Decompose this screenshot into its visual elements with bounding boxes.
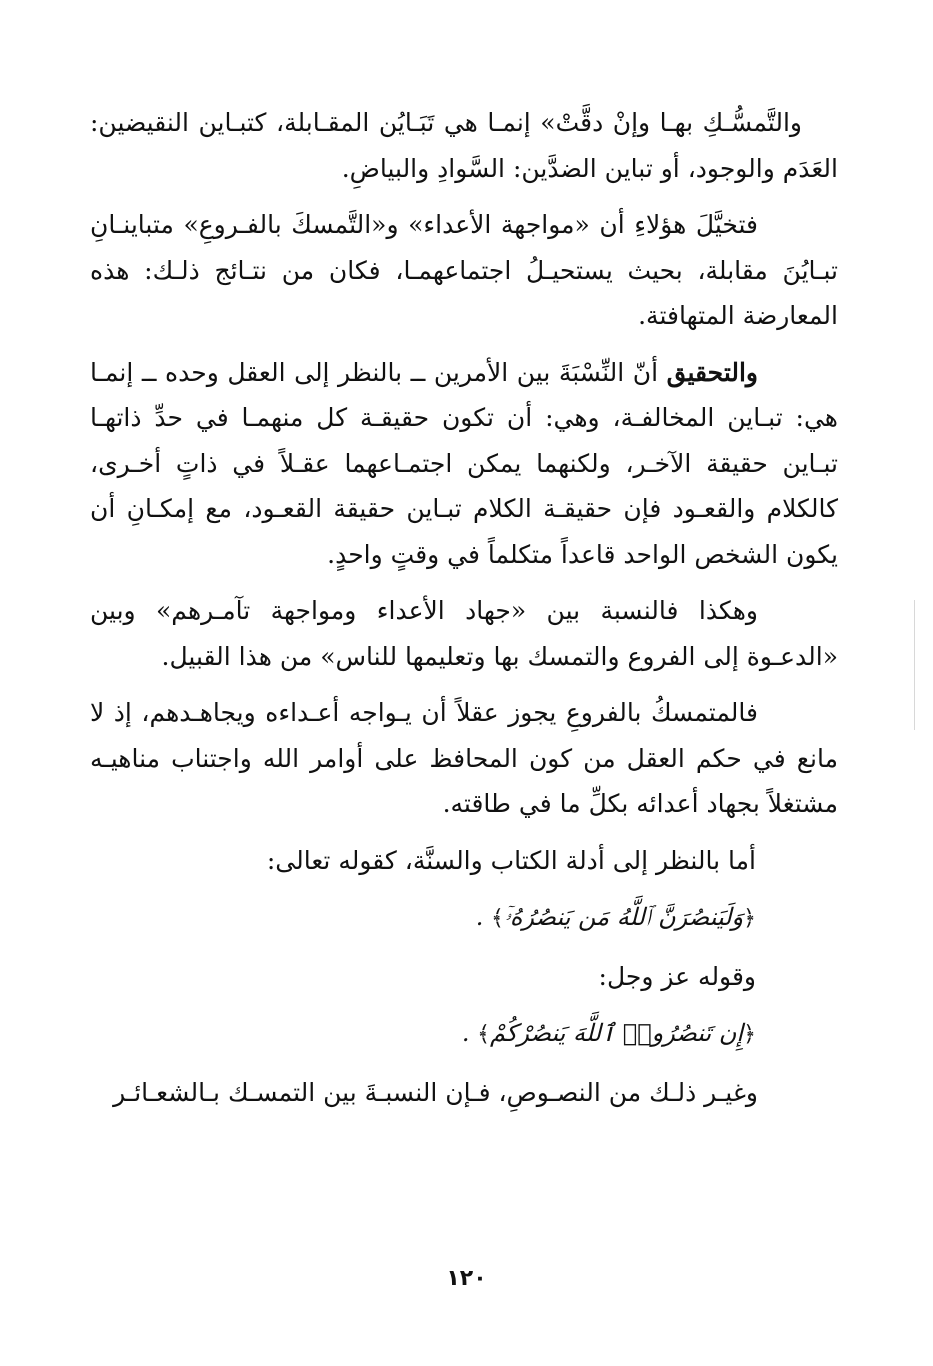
verse-close-bracket: ﴾: [490, 906, 504, 931]
paragraph-lead-word: والتحقيق: [666, 357, 758, 387]
page-number: ١٢٠: [446, 1266, 487, 1291]
page-edge-line: [914, 600, 915, 730]
quote-intro-2: وقوله عز وجل:: [598, 961, 756, 991]
paragraph-1: والتَّمسُّـكِ بهـا وإنْ دقَّتْ» إنمـا هي تَبَـايُن المقـابلة، كتبـاين النقيضين: العَدَم والوجود، أو تباين الضدَّين: السَّوادِ والبياضِ.: [90, 108, 838, 183]
verse-1-text: وَلَيَنصُرَنَّ ٱللَّهُ مَن يَنصُرُهُۥٓ: [503, 903, 744, 931]
paragraph-3: [90, 350, 838, 578]
verse-open-bracket: ﴿: [743, 906, 756, 931]
verse-open-bracket: ﴿: [743, 1022, 756, 1047]
quote-intro-1: أما بالنظر إلى أدلة الكتاب والسنَّة، كقوله تعالى:: [266, 845, 756, 875]
verse-end-dot: .: [475, 903, 484, 931]
paragraph-5: فالمتمسكُ بالفروعِ يجوز عقلاً أن يـواجه أعـداءه ويجاهـدهم، إذ لا مانع في حكم العقل من كون المحافظ على أوامر الله واجتناب مناهيـه مشتغلاً بجهاد أعدائه بكلِّ ما في طاقته.: [90, 698, 838, 818]
paragraph-last: وغيـر ذلـك من النصـوصِ، فـإن النسبـةَ بين التمسـك بـالشعـائـر: [113, 1077, 758, 1107]
page-body: [90, 100, 838, 1126]
verse-2-text: إِن تَنصُرُوا۟ ٱللَّهَ يَنصُرْكُمْ: [489, 1019, 744, 1047]
quran-verse-1: [90, 895, 838, 942]
quran-verse-2: [90, 1011, 838, 1058]
paragraph-3-text: أنّ النِّسْبَةَ بين الأمرين ــ بالنظر إلى العقل وحده ــ إنمـا هي: تبـاين المخالفـة، وهي: أن تكون حقيقـة كل منهمـا في حدِّ ذاتهـا تبـاين حقيقة الآخـر، ولكنهما يمكن اجتمـاعهما عقـلاً في ذاتٍ أخـرى، كالكلام والقعـود فإن حقيقـة الكلام تبـاين حقيقة القعـود، مع إمكـانِ أن يكون الشخص الواحد قاعداً متكلماً في وقتٍ واحدٍ.: [90, 357, 838, 569]
paragraph-2: فتخيَّلَ هؤلاءِ أن «مواجهة الأعداء» و«التَّمسكَ بالفـروعِ» متباينـانِ تبـايُنَ مقابلة، بحيث يستحيـلُ اجتماعهمـا، فكان من نتـائج ذلـك: هذه المعارضة المتهافتة.: [90, 210, 838, 330]
verse-close-bracket: ﴾: [477, 1022, 490, 1047]
verse-end-dot: .: [461, 1019, 470, 1047]
paragraph-4: وهكذا فالنسبة بين «جهاد الأعداء ومواجهة تآمـرهم» وبين «الدعـوة إلى الفروع والتمسك بها وتعليمها للناس» من هذا القبيل.: [90, 596, 838, 671]
